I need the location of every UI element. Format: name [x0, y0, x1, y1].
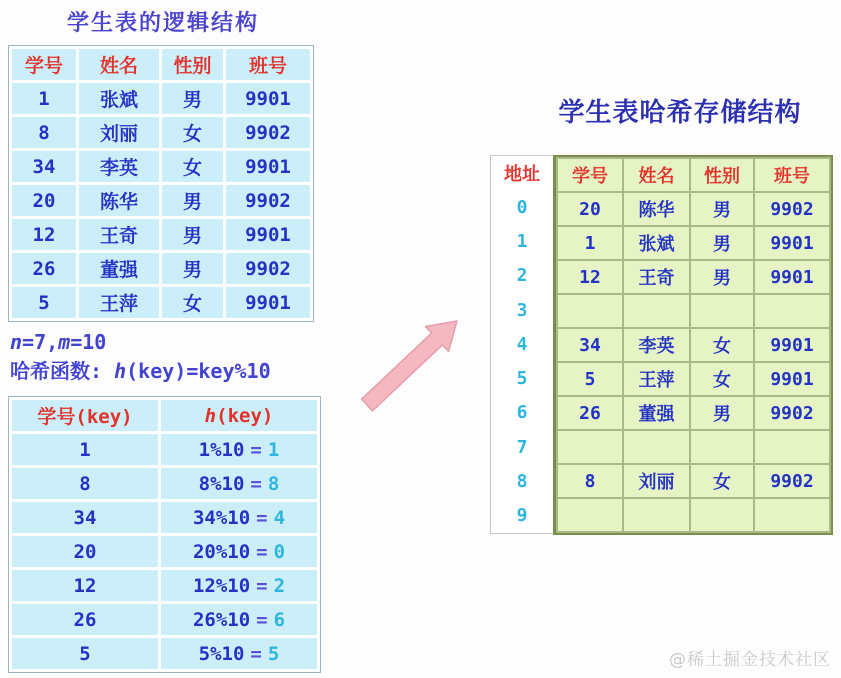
table-row — [558, 193, 829, 225]
cell: 王奇 — [79, 219, 159, 250]
hash-expr: 12%10 — [192, 574, 251, 597]
key-cell: 5 — [12, 638, 158, 669]
hash-expr: 34%10 — [192, 506, 251, 529]
cell: 9901 — [755, 363, 829, 395]
cell: 8 — [558, 465, 622, 497]
address-number: 7 — [516, 436, 528, 458]
cell: 26 — [558, 397, 622, 429]
table-row — [12, 502, 317, 533]
hash-expr: 20%10 — [192, 540, 251, 563]
hash-cell — [161, 536, 317, 567]
cell: 9902 — [755, 397, 829, 429]
column-header: 学号 — [12, 49, 76, 80]
cell — [691, 499, 753, 531]
equals-sign: = — [250, 438, 262, 461]
equals-sign: = — [250, 642, 262, 665]
column-header: 班号 — [226, 49, 310, 80]
table-row — [558, 295, 829, 327]
cell — [558, 499, 622, 531]
cell: 张斌 — [624, 227, 689, 259]
cell: 女 — [691, 363, 753, 395]
hash-result: 8 — [267, 472, 280, 495]
address-number: 6 — [516, 402, 528, 424]
address-number: 3 — [516, 299, 528, 321]
logical-structure-table — [8, 45, 314, 322]
cell: 李英 — [79, 151, 159, 182]
cell: 9902 — [226, 253, 310, 284]
cell: 12 — [558, 261, 622, 293]
cell: 5 — [558, 363, 622, 395]
logical-table-title: 学生表的逻辑结构 — [66, 11, 259, 36]
table-row — [12, 434, 317, 465]
table-row — [12, 185, 310, 216]
column-header: 姓名 — [79, 49, 159, 80]
cell: 董强 — [624, 397, 689, 429]
cell: 9901 — [755, 227, 829, 259]
cell: 女 — [691, 465, 753, 497]
address-number: 5 — [516, 368, 528, 390]
cell: 男 — [691, 261, 753, 293]
cell — [755, 431, 829, 463]
equals-sign: = — [256, 506, 268, 529]
cell: 王奇 — [624, 261, 689, 293]
hash-result: 6 — [273, 608, 286, 631]
cell: 女 — [162, 287, 223, 318]
hash-storage-table — [553, 155, 833, 535]
hash-cell — [161, 638, 317, 669]
params-line: n=7,m=10 — [10, 330, 107, 354]
cell: 女 — [691, 329, 753, 361]
hash-result: 2 — [273, 574, 286, 597]
arrow-icon — [355, 313, 465, 418]
cell: 陈华 — [624, 193, 689, 225]
cell: 9902 — [226, 117, 310, 148]
table-row — [12, 536, 317, 567]
cell — [624, 431, 689, 463]
hash-cell — [161, 502, 317, 533]
address-number: 4 — [516, 333, 528, 355]
cell: 1 — [12, 83, 76, 114]
cell: 20 — [558, 193, 622, 225]
cell: 9902 — [755, 193, 829, 225]
address-number: 8 — [516, 471, 528, 493]
cell: 男 — [691, 193, 753, 225]
table-row — [12, 638, 317, 669]
cell: 12 — [12, 219, 76, 250]
cell: 刘丽 — [624, 465, 689, 497]
watermark: @稀土掘金技术社区 — [669, 650, 831, 670]
cell: 男 — [691, 227, 753, 259]
cell: 9901 — [755, 261, 829, 293]
cell: 1 — [558, 227, 622, 259]
address-number: 2 — [516, 265, 528, 287]
hash-result: 5 — [267, 642, 280, 665]
hash-cell — [161, 570, 317, 601]
table-row — [12, 117, 310, 148]
table-row — [12, 83, 310, 114]
table-row — [12, 151, 310, 182]
column-header: 性别 — [691, 159, 753, 191]
hash-expr: 5%10 — [198, 642, 245, 665]
table-row — [558, 499, 829, 531]
cell: 男 — [691, 397, 753, 429]
address-column-header: 地址 — [504, 164, 540, 186]
cell: 男 — [162, 219, 223, 250]
column-header: 班号 — [755, 159, 829, 191]
column-header: 学号 — [558, 159, 622, 191]
cell — [755, 295, 829, 327]
table-row — [12, 287, 310, 318]
address-number: 9 — [516, 505, 528, 527]
cell — [558, 295, 622, 327]
cell: 9901 — [226, 151, 310, 182]
cell — [624, 295, 689, 327]
hash-result: 1 — [267, 438, 280, 461]
table-row — [12, 604, 317, 635]
hash-cell — [161, 434, 317, 465]
hash-calc-table — [8, 396, 321, 673]
cell: 5 — [12, 287, 76, 318]
column-header: 性别 — [162, 49, 223, 80]
hash-params-block — [10, 328, 271, 386]
cell — [624, 499, 689, 531]
cell: 9901 — [226, 287, 310, 318]
cell: 9901 — [755, 329, 829, 361]
address-column — [490, 155, 554, 534]
key-cell: 34 — [12, 502, 158, 533]
calc-table-header-row — [12, 400, 317, 431]
table-row — [558, 227, 829, 259]
table-row — [558, 397, 829, 429]
hash-result: 0 — [273, 540, 286, 563]
cell: 陈华 — [79, 185, 159, 216]
key-cell: 20 — [12, 536, 158, 567]
table-row — [558, 363, 829, 395]
cell: 9901 — [226, 83, 310, 114]
cell: 女 — [162, 117, 223, 148]
cell: 李英 — [624, 329, 689, 361]
column-header: 学号(key) — [12, 400, 158, 431]
equals-sign: = — [256, 608, 268, 631]
cell — [691, 295, 753, 327]
cell: 王萍 — [624, 363, 689, 395]
table-row — [12, 253, 310, 284]
cell: 9901 — [226, 219, 310, 250]
cell: 张斌 — [79, 83, 159, 114]
hash-expr: 26%10 — [192, 608, 251, 631]
hash-result: 4 — [273, 506, 286, 529]
cell: 34 — [558, 329, 622, 361]
column-header: 姓名 — [624, 159, 689, 191]
cell: 9902 — [226, 185, 310, 216]
cell: 董强 — [79, 253, 159, 284]
cell: 26 — [12, 253, 76, 284]
address-number: 1 — [516, 231, 528, 253]
key-cell: 26 — [12, 604, 158, 635]
hash-cell — [161, 468, 317, 499]
key-cell: 8 — [12, 468, 158, 499]
equals-sign: = — [250, 472, 262, 495]
table-row — [12, 219, 310, 250]
address-number: 0 — [516, 196, 528, 218]
cell: 刘丽 — [79, 117, 159, 148]
hash-expr: 8%10 — [198, 472, 245, 495]
equals-sign: = — [256, 574, 268, 597]
cell — [755, 499, 829, 531]
table-row — [558, 261, 829, 293]
cell: 女 — [162, 151, 223, 182]
storage-table-header-row — [558, 159, 829, 191]
table-row — [12, 570, 317, 601]
cell: 34 — [12, 151, 76, 182]
cell: 男 — [162, 83, 223, 114]
table-row — [558, 329, 829, 361]
equals-sign: = — [256, 540, 268, 563]
hash-expr: 1%10 — [198, 438, 245, 461]
key-cell: 1 — [12, 434, 158, 465]
cell — [691, 431, 753, 463]
cell: 男 — [162, 253, 223, 284]
table-row — [558, 465, 829, 497]
table-row — [12, 468, 317, 499]
logical-table-header-row — [12, 49, 310, 80]
cell: 20 — [12, 185, 76, 216]
cell: 9902 — [755, 465, 829, 497]
cell — [558, 431, 622, 463]
cell: 男 — [162, 185, 223, 216]
hash-cell — [161, 604, 317, 635]
key-cell: 12 — [12, 570, 158, 601]
storage-table-title: 学生表哈希存储结构 — [558, 98, 802, 128]
cell: 王萍 — [79, 287, 159, 318]
cell: 8 — [12, 117, 76, 148]
hash-function-line: 哈希函数: h(key)=key%10 — [10, 359, 271, 383]
column-header: h(key) — [161, 400, 317, 431]
table-row — [558, 431, 829, 463]
